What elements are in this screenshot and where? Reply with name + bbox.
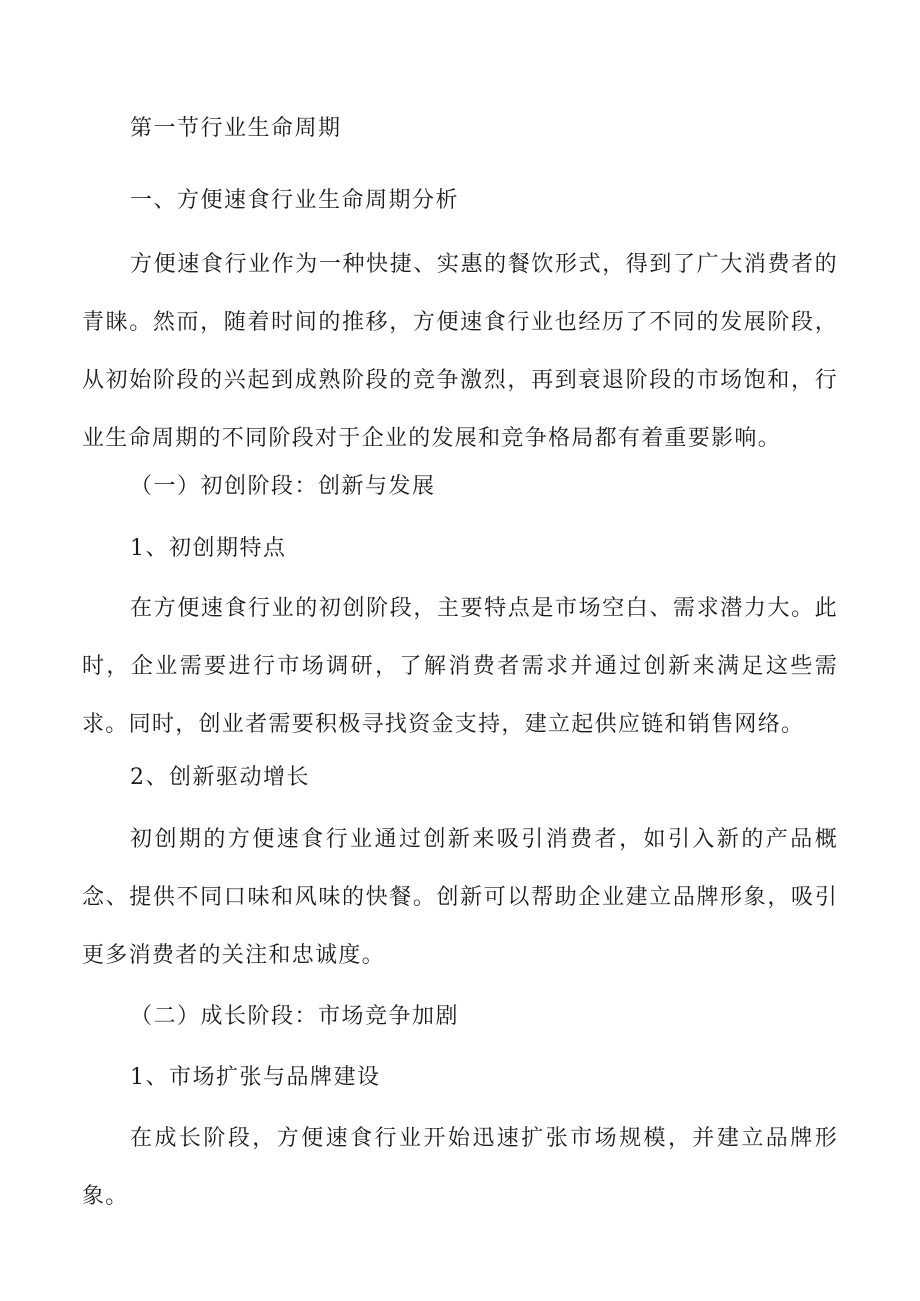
stage-2-title: （二）成长阶段：市场竞争加剧 (130, 1004, 460, 1029)
stage-1-sub-2-title: 2、创新驱动增长 (130, 765, 310, 790)
section-title: 第一节行业生命周期 (130, 116, 342, 141)
stage-2-sub-1-paragraph: 在成长阶段，方便速食行业开始迅速扩张市场规模，并建立品牌形象。 (82, 1126, 838, 1209)
stage-2-sub-1-title: 1、市场扩张与品牌建设 (130, 1065, 381, 1090)
stage-1-sub-2-paragraph: 初创期的方便速食行业通过创新来吸引消费者，如引入新的产品概念、提供不同口味和风味的快餐。创新可以帮助企业建立品牌形象，吸引更多消费者的关注和忠诚度。 (82, 827, 838, 968)
stage-1-title: （一）初创阶段：创新与发展 (130, 474, 436, 499)
stage-1-sub-1-title: 1、初创期特点 (130, 536, 287, 561)
heading-lifecycle-analysis: 一、方便速食行业生命周期分析 (130, 188, 460, 213)
intro-paragraph: 方便速食行业作为一种快捷、实惠的餐饮形式，得到了广大消费者的青睐。然而，随着时间的推移，方便速食行业也经历了不同的发展阶段，从初始阶段的兴起到成熟阶段的竞争激烈，再到衰退阶段的市场饱和，行业生命周期的不同阶段对于企业的发展和竞争格局都有着重要影响。 (82, 252, 838, 451)
stage-1-sub-1-paragraph: 在方便速食行业的初创阶段，主要特点是市场空白、需求潜力大。此时，企业需要进行市场调研，了解消费者需求并通过创新来满足这些需求。同时，创业者需要积极寻找资金支持，建立起供应链和销售网络。 (82, 596, 838, 737)
